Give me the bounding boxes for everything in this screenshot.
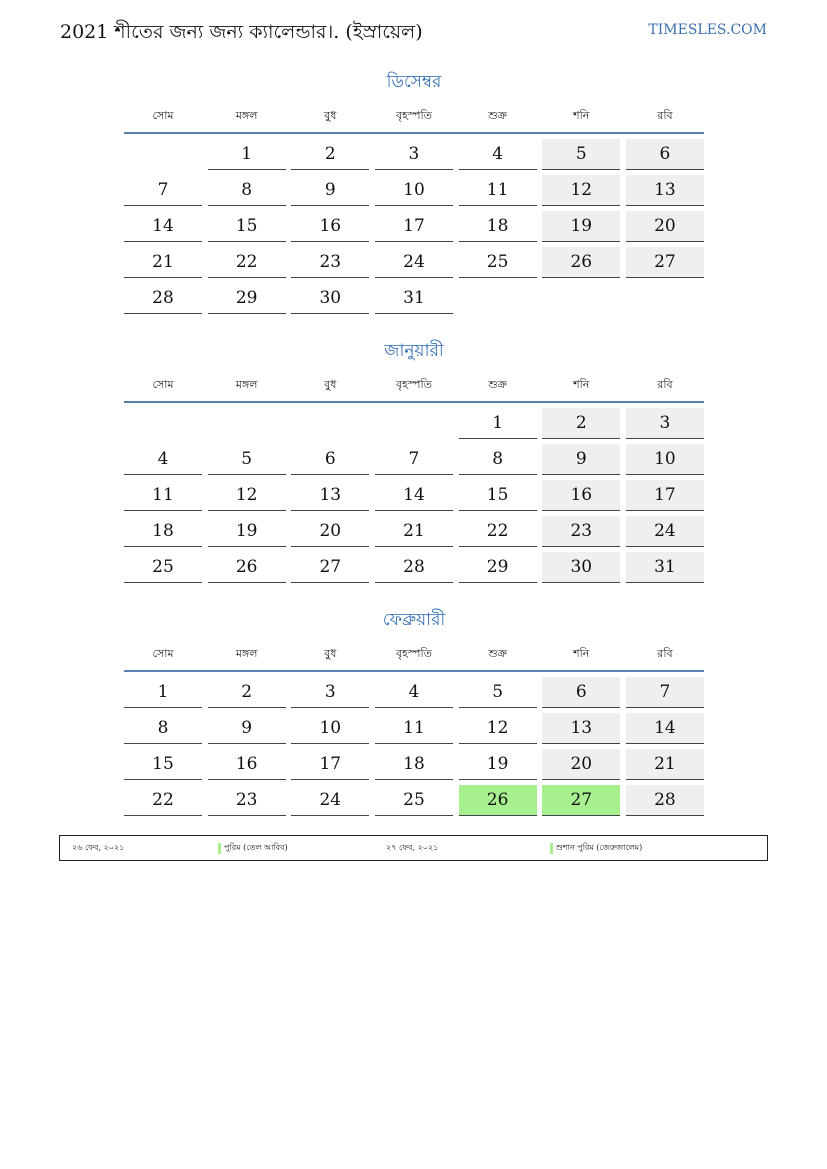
day-cell: 1 bbox=[124, 677, 202, 708]
page-title: 2021 শীতের জন্য জন্য ক্যালেন্ডার।. (ইস্রায়েল) bbox=[60, 21, 423, 43]
day-cell: 25 bbox=[459, 247, 537, 278]
day-cell: 10 bbox=[375, 175, 453, 206]
day-cell: 20 bbox=[542, 749, 620, 780]
day-cell: 30 bbox=[291, 283, 369, 314]
week-row bbox=[124, 713, 704, 744]
day-cell: 21 bbox=[375, 516, 453, 547]
day-cell: 2 bbox=[542, 408, 620, 439]
weekday-label: শুক্র bbox=[488, 647, 507, 660]
empty-day-cell bbox=[626, 283, 704, 314]
day-cell: 5 bbox=[208, 444, 286, 475]
legend-holiday-1 bbox=[218, 836, 288, 860]
legend-date-2: ২৭ ফেব, ২০২১ bbox=[386, 843, 439, 852]
day-cell: 8 bbox=[208, 175, 286, 206]
empty-day-cell bbox=[375, 408, 453, 439]
weekday-label: সোম bbox=[152, 109, 174, 122]
month-block bbox=[124, 70, 704, 314]
day-cell: 6 bbox=[291, 444, 369, 475]
day-cell: 28 bbox=[375, 552, 453, 583]
weekday-header bbox=[124, 371, 704, 403]
day-cell: 14 bbox=[626, 713, 704, 744]
day-cell: 15 bbox=[208, 211, 286, 242]
day-cell: 9 bbox=[542, 444, 620, 475]
day-cell: 19 bbox=[459, 749, 537, 780]
day-cell: 22 bbox=[124, 785, 202, 816]
site-link[interactable]: TIMESLES.COM bbox=[648, 22, 767, 38]
day-cell: 5 bbox=[542, 139, 620, 170]
legend-color-marker bbox=[218, 843, 221, 854]
day-cell: 4 bbox=[124, 444, 202, 475]
day-cell: 18 bbox=[124, 516, 202, 547]
day-cell: 7 bbox=[626, 677, 704, 708]
month-title: ডিসেম্বর bbox=[386, 72, 442, 92]
month-block bbox=[124, 339, 704, 583]
day-cell: 3 bbox=[626, 408, 704, 439]
day-cell: 8 bbox=[124, 713, 202, 744]
legend-holiday-name-1: পুরিম (তেল আবিব) bbox=[224, 843, 288, 852]
weekday-label: শুক্র bbox=[488, 109, 507, 122]
week-row bbox=[124, 247, 704, 278]
week-row bbox=[124, 516, 704, 547]
week-row bbox=[124, 408, 704, 439]
day-cell: 31 bbox=[626, 552, 704, 583]
day-cell: 12 bbox=[542, 175, 620, 206]
day-cell: 13 bbox=[626, 175, 704, 206]
day-cell: 29 bbox=[208, 283, 286, 314]
week-row bbox=[124, 677, 704, 708]
weekday-header bbox=[124, 640, 704, 672]
day-cell: 16 bbox=[542, 480, 620, 511]
day-cell: 17 bbox=[626, 480, 704, 511]
day-cell: 13 bbox=[542, 713, 620, 744]
weekday-label: মঙ্গল bbox=[235, 109, 258, 122]
day-cell: 12 bbox=[208, 480, 286, 511]
day-cell: 11 bbox=[124, 480, 202, 511]
day-cell: 6 bbox=[542, 677, 620, 708]
week-row bbox=[124, 552, 704, 583]
week-row bbox=[124, 283, 704, 314]
day-cell: 20 bbox=[291, 516, 369, 547]
week-row bbox=[124, 139, 704, 170]
weekday-header bbox=[124, 102, 704, 134]
day-cell: 17 bbox=[291, 749, 369, 780]
weekday-label: বুধ bbox=[324, 647, 337, 660]
weekday-label: সোম bbox=[152, 378, 174, 391]
day-cell: 12 bbox=[459, 713, 537, 744]
day-cell: 17 bbox=[375, 211, 453, 242]
day-cell: 25 bbox=[375, 785, 453, 816]
empty-day-cell bbox=[459, 283, 537, 314]
weekday-label: বৃহস্পতি bbox=[396, 109, 432, 122]
day-cell: 20 bbox=[626, 211, 704, 242]
empty-day-cell bbox=[291, 408, 369, 439]
month-title: ফেব্রুয়ারী bbox=[382, 610, 446, 630]
legend-date-1: ২৬ ফেব, ২০২১ bbox=[72, 843, 125, 852]
day-cell: 31 bbox=[375, 283, 453, 314]
day-cell: 27 bbox=[626, 247, 704, 278]
day-cell: 3 bbox=[375, 139, 453, 170]
day-cell: 7 bbox=[124, 175, 202, 206]
day-cell: 19 bbox=[542, 211, 620, 242]
month-block bbox=[124, 608, 704, 816]
day-cell: 23 bbox=[208, 785, 286, 816]
empty-day-cell bbox=[124, 139, 202, 170]
week-row bbox=[124, 211, 704, 242]
day-cell: 9 bbox=[291, 175, 369, 206]
weekday-label: শুক্র bbox=[488, 378, 507, 391]
week-row bbox=[124, 749, 704, 780]
day-cell: 26 bbox=[459, 785, 537, 816]
day-cell: 23 bbox=[291, 247, 369, 278]
day-cell: 5 bbox=[459, 677, 537, 708]
day-cell: 3 bbox=[291, 677, 369, 708]
day-cell: 28 bbox=[626, 785, 704, 816]
day-cell: 4 bbox=[375, 677, 453, 708]
weekday-label: বুধ bbox=[324, 378, 337, 391]
day-cell: 27 bbox=[542, 785, 620, 816]
weekday-label: শনি bbox=[573, 647, 590, 660]
day-cell: 7 bbox=[375, 444, 453, 475]
day-cell: 10 bbox=[626, 444, 704, 475]
day-cell: 27 bbox=[291, 552, 369, 583]
day-cell: 2 bbox=[208, 677, 286, 708]
day-cell: 24 bbox=[626, 516, 704, 547]
day-cell: 24 bbox=[291, 785, 369, 816]
day-cell: 13 bbox=[291, 480, 369, 511]
weekday-label: বৃহস্পতি bbox=[396, 378, 432, 391]
day-cell: 14 bbox=[375, 480, 453, 511]
day-cell: 25 bbox=[124, 552, 202, 583]
day-cell: 19 bbox=[208, 516, 286, 547]
day-cell: 15 bbox=[124, 749, 202, 780]
day-cell: 21 bbox=[626, 749, 704, 780]
legend-holiday-2 bbox=[550, 836, 642, 860]
week-row bbox=[124, 785, 704, 816]
day-cell: 1 bbox=[459, 408, 537, 439]
month-title: জানুয়ারী bbox=[384, 341, 444, 361]
day-cell: 28 bbox=[124, 283, 202, 314]
day-cell: 9 bbox=[208, 713, 286, 744]
weekday-label: মঙ্গল bbox=[235, 647, 258, 660]
day-cell: 11 bbox=[459, 175, 537, 206]
day-cell: 26 bbox=[542, 247, 620, 278]
day-cell: 14 bbox=[124, 211, 202, 242]
legend-color-marker bbox=[550, 843, 553, 854]
day-cell: 23 bbox=[542, 516, 620, 547]
day-cell: 11 bbox=[375, 713, 453, 744]
weekday-label: বৃহস্পতি bbox=[396, 647, 432, 660]
day-cell: 18 bbox=[459, 211, 537, 242]
weekday-label: মঙ্গল bbox=[235, 378, 258, 391]
day-cell: 21 bbox=[124, 247, 202, 278]
day-cell: 6 bbox=[626, 139, 704, 170]
week-row bbox=[124, 480, 704, 511]
weekday-label: শনি bbox=[573, 378, 590, 391]
weekday-label: রবি bbox=[657, 109, 673, 122]
day-cell: 16 bbox=[291, 211, 369, 242]
weekday-label: বুধ bbox=[324, 109, 337, 122]
day-cell: 30 bbox=[542, 552, 620, 583]
day-cell: 16 bbox=[208, 749, 286, 780]
day-cell: 22 bbox=[208, 247, 286, 278]
day-cell: 8 bbox=[459, 444, 537, 475]
empty-day-cell bbox=[124, 408, 202, 439]
day-cell: 29 bbox=[459, 552, 537, 583]
day-cell: 22 bbox=[459, 516, 537, 547]
empty-day-cell bbox=[542, 283, 620, 314]
day-cell: 18 bbox=[375, 749, 453, 780]
weekday-label: শনি bbox=[573, 109, 590, 122]
week-row bbox=[124, 175, 704, 206]
day-cell: 2 bbox=[291, 139, 369, 170]
weekday-label: রবি bbox=[657, 647, 673, 660]
empty-day-cell bbox=[208, 408, 286, 439]
day-cell: 4 bbox=[459, 139, 537, 170]
weekday-label: সোম bbox=[152, 647, 174, 660]
legend-holiday-name-2: শুশান পুরিম (জেরুজালেম) bbox=[556, 843, 643, 852]
day-cell: 1 bbox=[208, 139, 286, 170]
weekday-label: রবি bbox=[657, 378, 673, 391]
day-cell: 15 bbox=[459, 480, 537, 511]
week-row bbox=[124, 444, 704, 475]
day-cell: 24 bbox=[375, 247, 453, 278]
day-cell: 10 bbox=[291, 713, 369, 744]
holiday-legend bbox=[59, 835, 768, 861]
day-cell: 26 bbox=[208, 552, 286, 583]
